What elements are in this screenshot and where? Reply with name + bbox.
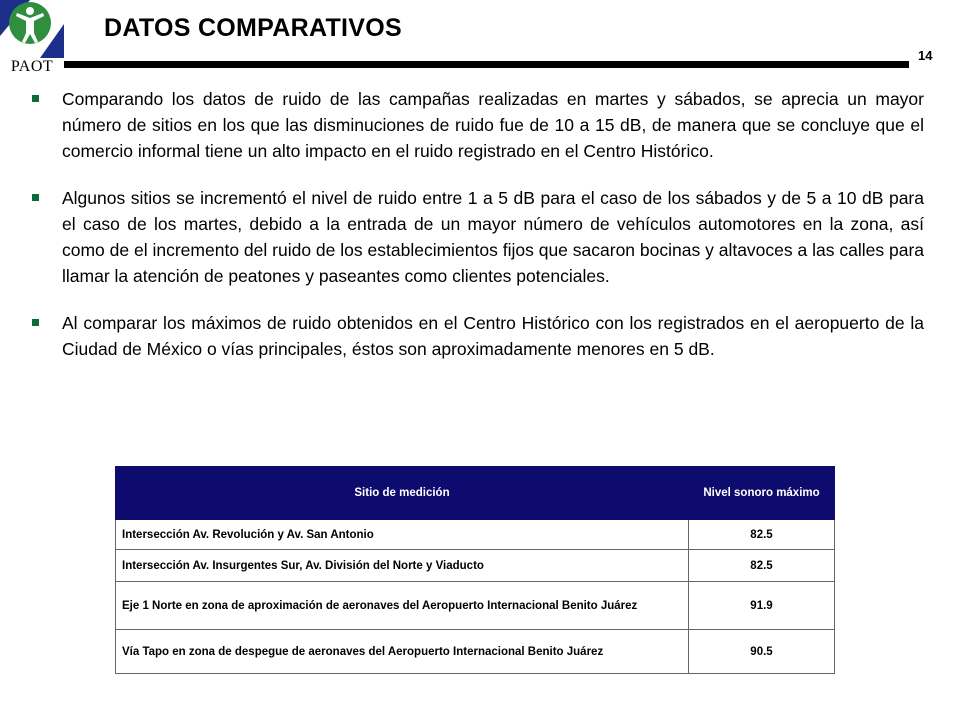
level-cell: 82.5 [689, 520, 835, 550]
table-row [116, 550, 835, 582]
page-number: 14 [918, 48, 933, 63]
bullet-text: Algunos sitios se incrementó el nivel de ruido entre 1 a 5 dB para el caso de los sábados y de 5 a 10 dB para el caso de los martes, debido a la entrada de un mayor número de vehículos automotores en la zona, así como de el incremento del ruido de los establecimientos fijos que sacaron bocinas y altavoces a las calles para llamar la atención de peatones y paseantes como clientes potenciales. [62, 188, 924, 286]
bullet-item [32, 185, 924, 289]
header-rule [64, 61, 909, 68]
site-cell: Intersección Av. Insurgentes Sur, Av. División del Norte y Viaducto [116, 550, 689, 582]
table-row [116, 630, 835, 674]
column-header-site: Sitio de medición [116, 467, 689, 520]
level-cell: 90.5 [689, 630, 835, 674]
level-cell: 91.9 [689, 582, 835, 630]
level-cell: 82.5 [689, 550, 835, 582]
square-bullet-icon [32, 319, 39, 326]
square-bullet-icon [32, 95, 39, 102]
bullet-text: Al comparar los máximos de ruido obtenidos en el Centro Histórico con los registrados en el aeropuerto de la Ciudad de México o vías principales, éstos son aproximadamente menores en 5 dB. [62, 313, 924, 359]
page-title: DATOS COMPARATIVOS [104, 14, 403, 42]
bullet-item [32, 86, 924, 164]
paot-logo-icon [0, 0, 64, 74]
noise-comparison-table [115, 466, 835, 674]
table-row [116, 582, 835, 630]
table-row [116, 520, 835, 550]
svg-text:PAOT: PAOT [10, 58, 54, 74]
square-bullet-icon [32, 194, 39, 201]
site-cell: Eje 1 Norte en zona de aproximación de aeronaves del Aeropuerto Internacional Benito Juárez [116, 582, 689, 630]
bullet-item [32, 310, 924, 362]
site-cell: Intersección Av. Revolución y Av. San Antonio [116, 520, 689, 550]
paot-logo [0, 0, 64, 74]
column-header-level: Nivel sonoro máximo [689, 467, 835, 520]
table-header-row [116, 467, 835, 520]
site-cell: Vía Tapo en zona de despegue de aeronaves del Aeropuerto Internacional Benito Juárez [116, 630, 689, 674]
bullet-text: Comparando los datos de ruido de las campañas realizadas en martes y sábados, se aprecia un mayor número de sitios en los que las disminuciones de ruido fue de 10 a 15 dB, de manera que se concluye que el comercio informal tiene un alto impacto en el ruido registrado en el Centro Histórico. [62, 89, 924, 161]
bullet-list [32, 86, 924, 383]
